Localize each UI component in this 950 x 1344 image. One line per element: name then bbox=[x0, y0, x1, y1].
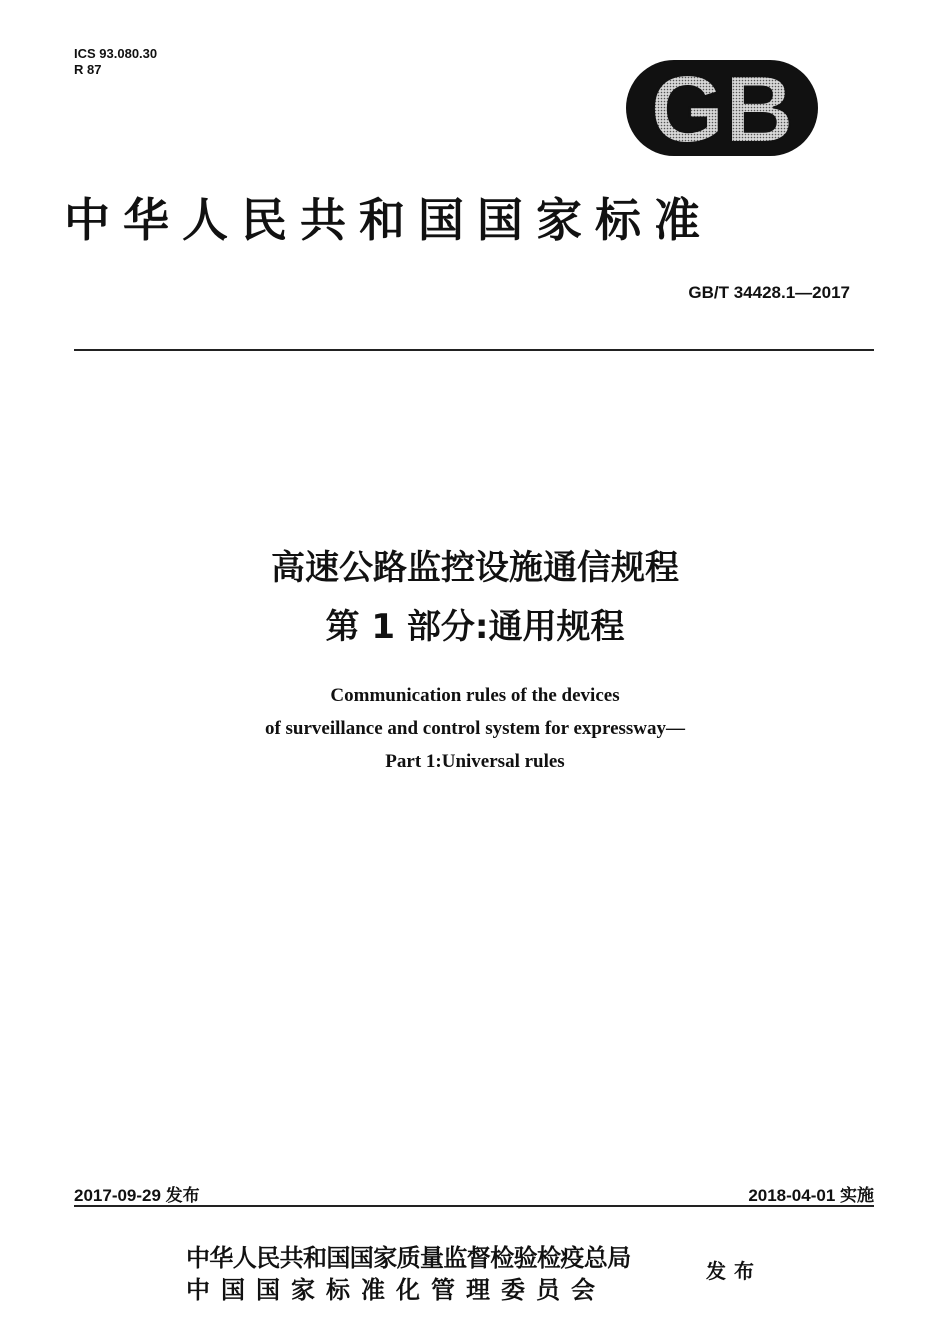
ics-code: ICS 93.080.30 bbox=[74, 46, 158, 61]
chinese-title-line1: 高速公路监控设施通信规程 bbox=[271, 548, 679, 588]
chinese-title-line2: 第 1 部分:通用规程 bbox=[325, 607, 625, 647]
english-title-line2: of surveillance and control system for expressway— bbox=[264, 718, 686, 739]
implementation-date: 2018-04-01 实施 bbox=[748, 1186, 874, 1205]
category-code: R 87 bbox=[74, 62, 102, 77]
issue-date: 2017-09-29 发布 bbox=[74, 1186, 200, 1205]
gb-logo bbox=[624, 58, 820, 158]
gb-logo-lettering: GB bbox=[650, 58, 794, 158]
issuer-aqsiq: 中华人民共和国国家质量监督检验检疫总局 bbox=[186, 1244, 631, 1272]
standard-number: GB/T 34428.1—2017 bbox=[688, 283, 850, 302]
national-standard-heading: 中华人民共和国国家标准 bbox=[64, 193, 713, 247]
publish-label: 发布 bbox=[706, 1259, 762, 1283]
issuer-sac: 中国国家标准化管理委员会 bbox=[186, 1276, 606, 1304]
english-title-line1: Communication rules of the devices bbox=[330, 685, 620, 706]
bottom-divider bbox=[74, 1205, 874, 1207]
classification-codes bbox=[74, 46, 157, 78]
english-title-line3: Part 1:Universal rules bbox=[385, 751, 565, 772]
top-divider bbox=[74, 349, 874, 351]
